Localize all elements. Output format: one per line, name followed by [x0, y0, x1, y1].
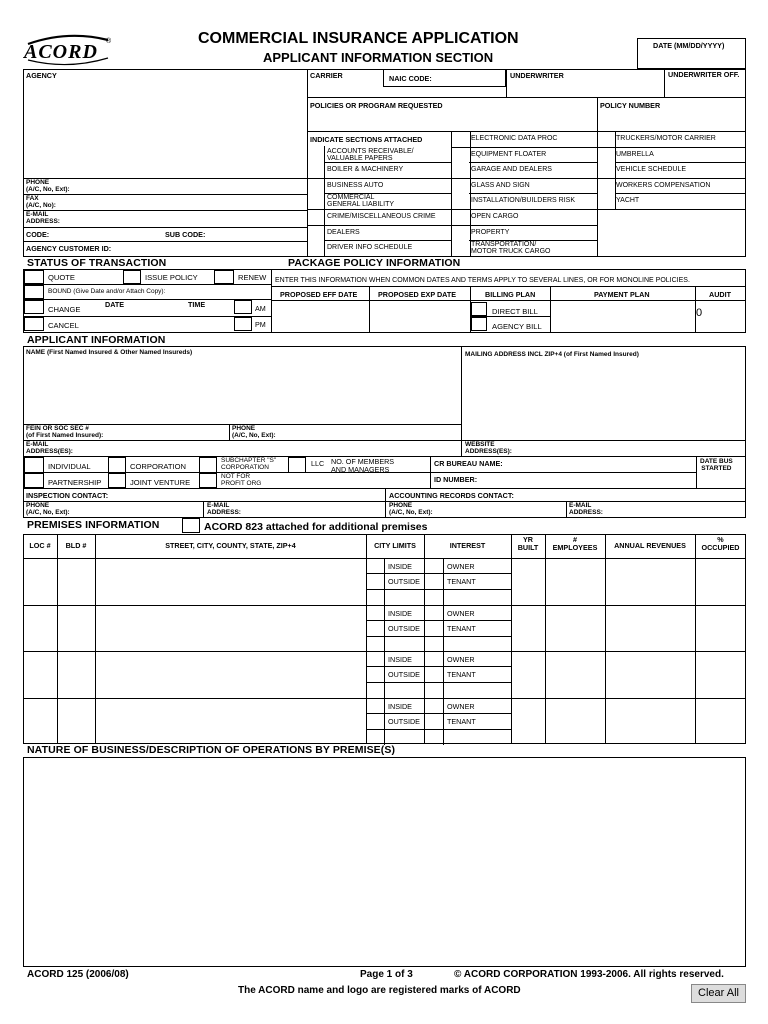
am-checkbox[interactable] — [234, 300, 252, 314]
section-checkbox[interactable] — [598, 194, 615, 209]
fein-label: FEIN OR SOC SEC # (of First Named Insured): — [26, 425, 104, 439]
accounting-email-label: E-MAIL ADDRESS: — [569, 502, 603, 516]
tenant-label: TENANT — [447, 717, 476, 726]
agency-fax-label: FAX (A/C, No): — [26, 195, 56, 209]
website-label: WEBSITE ADDRESS(ES): — [465, 441, 512, 455]
registered-mark: ® — [106, 38, 112, 45]
inside-label: INSIDE — [388, 562, 412, 571]
section-checkbox[interactable] — [452, 163, 469, 178]
sub-code-label: SUB CODE: — [165, 230, 206, 239]
section-checkbox[interactable] — [452, 132, 469, 147]
id-number-label: ID NUMBER: — [434, 475, 478, 484]
direct-bill-label: DIRECT BILL — [492, 307, 538, 316]
tenant-checkbox[interactable] — [425, 574, 443, 588]
section-checkbox[interactable] — [598, 179, 615, 194]
policy-number-label: POLICY NUMBER — [600, 101, 661, 110]
payment-plan-label: PAYMENT PLAN — [594, 290, 650, 299]
section-checkbox[interactable] — [452, 179, 469, 194]
applicant-phone-label: PHONE (A/C, No, Ext): — [232, 425, 276, 439]
tenant-checkbox[interactable] — [425, 714, 443, 728]
premises-column-header: INTEREST — [449, 541, 486, 550]
owner-checkbox[interactable] — [425, 559, 443, 573]
agency-label: AGENCY — [26, 71, 57, 80]
section-checkbox[interactable] — [308, 226, 324, 241]
renew-label: RENEW — [238, 273, 267, 282]
acord-logo — [22, 32, 114, 66]
audit-value: 0 — [696, 307, 703, 319]
section-label: BUSINESS AUTO — [327, 182, 384, 189]
owner-checkbox[interactable] — [425, 699, 443, 713]
quote-label: QUOTE — [48, 273, 76, 282]
acord-logo-text: ACORD — [24, 41, 98, 63]
section-label: GLASS AND SIGN — [471, 182, 530, 189]
individual-label: INDIVIDUAL — [48, 462, 91, 471]
underwriter-label: UNDERWRITER — [510, 71, 564, 80]
owner-checkbox[interactable] — [425, 652, 443, 666]
payment-plan-field[interactable] — [551, 301, 694, 332]
direct-bill-checkbox[interactable] — [471, 302, 487, 316]
copyright: © ACORD CORPORATION 1993-2006. All rights reserved. — [454, 969, 724, 980]
change-date-field[interactable] — [98, 309, 148, 316]
owner-label: OWNER — [447, 702, 475, 711]
inside-checkbox[interactable] — [367, 559, 384, 573]
underwriter-office-label: UNDERWRITER OFF. — [668, 70, 740, 79]
section-checkbox[interactable] — [308, 210, 324, 225]
am-label: AM — [255, 304, 266, 313]
inside-checkbox[interactable] — [367, 606, 384, 620]
agency-bill-label: AGENCY BILL — [492, 322, 542, 331]
package-heading: PACKAGE POLICY INFORMATION — [288, 257, 461, 269]
proposed-eff-date-label: PROPOSED EFF DATE — [280, 290, 358, 299]
premises-column-header: CITY LIMITS — [374, 541, 416, 550]
section-label: ELECTRONIC DATA PROC — [471, 135, 558, 142]
policies-requested-label: POLICIES OR PROGRAM REQUESTED — [310, 101, 443, 110]
section-label: DRIVER INFO SCHEDULE — [327, 244, 413, 251]
mailing-address-field[interactable] — [462, 360, 745, 438]
section-checkbox[interactable] — [308, 241, 324, 256]
members-managers-label: NO. OF MEMBERS AND MANAGERS — [331, 457, 395, 474]
section-checkbox[interactable] — [598, 163, 615, 178]
tenant-label: TENANT — [447, 624, 476, 633]
section-label: EQUIPMENT FLOATER — [471, 151, 547, 158]
subchapter-s-label: SUBCHAPTER "S" CORPORATION — [221, 457, 277, 471]
inspection-contact-label: INSPECTION CONTACT: — [26, 491, 109, 500]
inspection-phone-label: PHONE (A/C, No, Ext): — [26, 502, 70, 516]
section-label: UMBRELLA — [616, 151, 654, 158]
agency-customer-id-label: AGENCY CUSTOMER ID: — [26, 244, 112, 253]
section-label: DEALERS — [327, 229, 360, 236]
code-label: CODE: — [26, 230, 50, 239]
tenant-checkbox[interactable] — [425, 621, 443, 635]
package-note: ENTER THIS INFORMATION WHEN COMMON DATES AND TERMS APPLY TO SEVERAL LINES, OR FOR MONOLINE POLICIES. — [275, 277, 690, 284]
section-label: VEHICLE SCHEDULE — [616, 166, 687, 173]
agency-bill-checkbox[interactable] — [471, 317, 487, 331]
agency-phone-label: PHONE (A/C, No, Ext): — [26, 179, 70, 193]
premises-heading: PREMISES INFORMATION — [27, 519, 160, 531]
outside-label: OUTSIDE — [388, 624, 420, 633]
section-label: CRIME/MISCELLANEOUS CRIME — [327, 213, 436, 220]
pm-label: PM — [255, 320, 266, 329]
naic-code-field[interactable] — [383, 69, 506, 87]
issue-policy-label: ISSUE POLICY — [145, 273, 198, 282]
owner-checkbox[interactable] — [425, 606, 443, 620]
naic-code-label: NAIC CODE: — [389, 74, 432, 83]
proposed-exp-date-field[interactable] — [370, 301, 469, 332]
outside-checkbox[interactable] — [367, 667, 384, 681]
owner-label: OWNER — [447, 609, 475, 618]
inspection-email-label: E-MAIL ADDRESS: — [207, 502, 241, 516]
indicate-sections-label: INDICATE SECTIONS ATTACHED — [310, 135, 423, 144]
form-subtitle: APPLICANT INFORMATION SECTION — [263, 50, 494, 65]
section-checkbox[interactable] — [598, 148, 615, 163]
cr-bureau-label: CR BUREAU NAME: — [434, 459, 503, 468]
section-checkbox[interactable] — [598, 132, 615, 147]
mailing-address-label: MAILING ADDRESS INCL ZIP+4 (of First Named Insured) — [465, 351, 639, 358]
form-number: ACORD 125 (2006/08) — [27, 969, 129, 980]
applicant-heading: APPLICANT INFORMATION — [27, 334, 166, 346]
section-checkbox[interactable] — [308, 163, 324, 178]
section-checkbox[interactable] — [308, 148, 324, 163]
bound-checkbox[interactable] — [24, 285, 44, 299]
date-label: DATE (MM/DD/YYYY) — [653, 41, 725, 50]
section-checkbox[interactable] — [308, 194, 324, 209]
section-checkbox[interactable] — [452, 241, 469, 256]
section-label: PROPERTY — [471, 229, 510, 236]
proposed-eff-date-field[interactable] — [272, 301, 368, 332]
corporation-label: CORPORATION — [130, 462, 186, 471]
section-label: INSTALLATION/BUILDERS RISK — [471, 197, 575, 204]
partnership-checkbox[interactable] — [24, 473, 44, 488]
change-checkbox[interactable] — [24, 300, 44, 314]
section-checkbox[interactable] — [452, 194, 469, 209]
inside-label: INSIDE — [388, 702, 412, 711]
page-number: Page 1 of 3 — [360, 969, 413, 980]
inside-label: INSIDE — [388, 609, 412, 618]
outside-label: OUTSIDE — [388, 577, 420, 586]
joint-venture-checkbox[interactable] — [108, 473, 126, 488]
proposed-exp-date-label: PROPOSED EXP DATE — [378, 290, 457, 299]
section-label: YACHT — [616, 197, 640, 204]
owner-label: OWNER — [447, 655, 475, 664]
premises-column-header: STREET, CITY, COUNTY, STATE, ZIP+4 — [165, 541, 296, 550]
billing-plan-label: BILLING PLAN — [485, 290, 536, 299]
premises-column-header: BLD # — [65, 541, 87, 550]
llc-label: LLC — [311, 459, 325, 468]
name-label: NAME (First Named Insured & Other Named Insureds) — [26, 349, 193, 356]
inside-label: INSIDE — [388, 655, 412, 664]
members-managers-field[interactable] — [400, 457, 430, 472]
section-label: BOILER & MACHINERY — [327, 166, 404, 173]
registered-marks-notice: The ACORD name and logo are registered marks of ACORD — [238, 985, 521, 996]
date-time-time-label: TIME — [188, 300, 206, 309]
premises-column-header: % OCCUPIED — [701, 535, 740, 552]
date-time-date-label: DATE — [105, 300, 125, 309]
tenant-label: TENANT — [447, 577, 476, 586]
audit-field[interactable] — [696, 301, 745, 332]
acord-823-checkbox[interactable] — [182, 518, 200, 533]
inside-checkbox[interactable] — [367, 652, 384, 666]
section-label: COMMERCIAL GENERAL LIABILITY — [327, 194, 395, 208]
carrier-label: CARRIER — [310, 71, 343, 80]
partnership-label: PARTNERSHIP — [48, 478, 102, 487]
name-field[interactable] — [24, 358, 460, 424]
premises-column-header: ANNUAL REVENUES — [614, 541, 686, 550]
quote-checkbox[interactable] — [24, 270, 44, 284]
accounting-phone-label: PHONE (A/C, No, Ext): — [389, 502, 433, 516]
premises-column-header: # EMPLOYEES — [552, 535, 598, 552]
outside-label: OUTSIDE — [388, 670, 420, 679]
outside-checkbox[interactable] — [367, 574, 384, 588]
section-checkbox[interactable] — [452, 226, 469, 241]
clear-all-button[interactable]: Clear All — [691, 984, 746, 1003]
tenant-label: TENANT — [447, 670, 476, 679]
change-label: CHANGE — [48, 305, 81, 314]
not-for-profit-label: NOT FOR PROFIT ORG — [221, 473, 262, 487]
cancel-checkbox[interactable] — [24, 317, 44, 331]
premises-column-header: YR BUILT — [517, 535, 539, 552]
subchapter-s-checkbox[interactable] — [199, 457, 217, 473]
nature-heading: NATURE OF BUSINESS/DESCRIPTION OF OPERATIONS BY PREMISE(S) — [27, 744, 396, 756]
tenant-checkbox[interactable] — [425, 667, 443, 681]
owner-label: OWNER — [447, 562, 475, 571]
agency-email-label: E-MAIL ADDRESS: — [26, 211, 60, 225]
section-checkbox[interactable] — [452, 210, 469, 225]
inside-checkbox[interactable] — [367, 699, 384, 713]
date-bus-started-label: DATE BUS STARTED — [700, 458, 733, 472]
section-label: WORKERS COMPENSATION — [616, 182, 711, 189]
section-label: OPEN CARGO — [471, 213, 519, 220]
pm-checkbox[interactable] — [234, 317, 252, 331]
audit-label: AUDIT — [709, 290, 731, 299]
not-for-profit-checkbox[interactable] — [199, 473, 217, 488]
llc-checkbox[interactable] — [288, 457, 306, 473]
agency-field[interactable] — [24, 80, 306, 178]
outside-label: OUTSIDE — [388, 717, 420, 726]
nature-of-business-field[interactable] — [23, 757, 746, 967]
status-heading: STATUS OF TRANSACTION — [27, 257, 167, 269]
outside-checkbox[interactable] — [367, 714, 384, 728]
renew-checkbox[interactable] — [214, 270, 234, 284]
date-field[interactable] — [637, 38, 746, 69]
premises-column-header: LOC # — [29, 541, 51, 550]
form-title: COMMERCIAL INSURANCE APPLICATION — [198, 30, 519, 47]
section-label: TRUCKERS/MOTOR CARRIER — [616, 135, 716, 142]
section-checkbox[interactable] — [308, 179, 324, 194]
bound-label: BOUND (Give Date and/or Attach Copy): — [48, 288, 166, 295]
cancel-label: CANCEL — [48, 321, 79, 330]
section-label: GARAGE AND DEALERS — [471, 166, 552, 173]
joint-venture-label: JOINT VENTURE — [130, 478, 191, 487]
acord-823-label: ACORD 823 attached for additional premises — [204, 521, 428, 533]
individual-checkbox[interactable] — [24, 457, 44, 473]
section-label: ACCOUNTS RECEIVABLE/ VALUABLE PAPERS — [327, 148, 414, 162]
accounting-contact-label: ACCOUNTING RECORDS CONTACT: — [389, 491, 514, 500]
outside-checkbox[interactable] — [367, 621, 384, 635]
section-checkbox[interactable] — [452, 148, 469, 163]
applicant-email-label: E-MAIL ADDRESS(ES): — [26, 441, 73, 455]
corporation-checkbox[interactable] — [108, 457, 126, 473]
section-label: TRANSPORTATION/ MOTOR TRUCK CARGO — [471, 241, 551, 255]
issue-policy-checkbox[interactable] — [123, 270, 141, 284]
